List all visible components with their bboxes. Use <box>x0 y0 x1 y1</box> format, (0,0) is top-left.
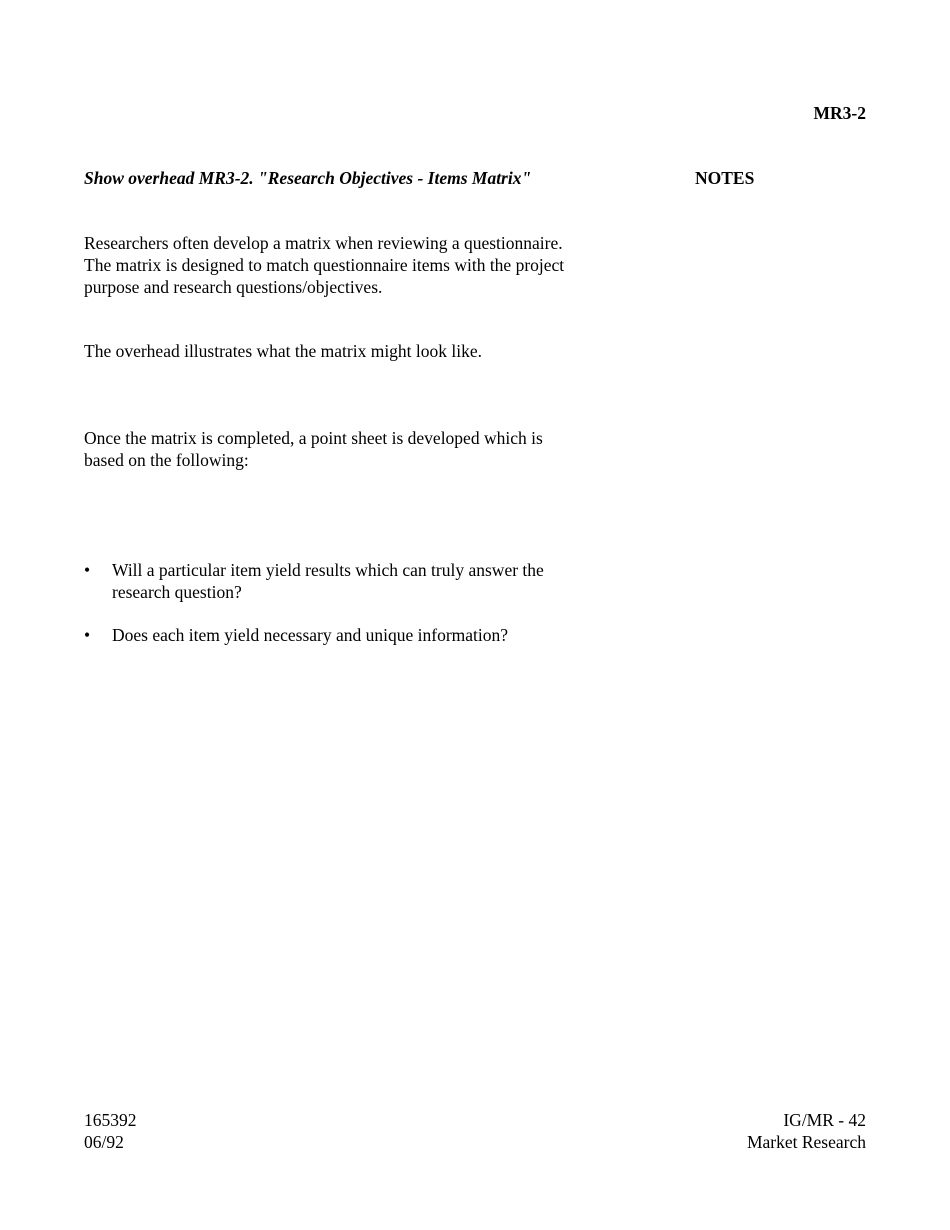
document-number: 165392 <box>84 1110 137 1130</box>
footer-right <box>747 1109 866 1153</box>
footer-left <box>84 1109 137 1153</box>
bullet-icon: • <box>84 560 91 580</box>
page-number: IG/MR - 42 <box>783 1110 866 1130</box>
document-date: 06/92 <box>84 1132 124 1152</box>
paragraph-overhead: The overhead illustrates what the matrix might look like. <box>84 341 483 361</box>
paragraph-point-sheet: Once the matrix is completed, a point sheet is developed which is based on the following: <box>84 428 543 470</box>
bullet-icon: • <box>84 625 91 645</box>
list-item <box>84 559 584 603</box>
page-code: MR3-2 <box>813 103 866 123</box>
section-heading: Show overhead MR3-2. "Research Objectives - Items Matrix" <box>84 168 532 188</box>
list-item-text: Does each item yield necessary and unique information? <box>112 625 509 645</box>
list-item <box>84 624 584 646</box>
section-name: Market Research <box>746 1132 866 1152</box>
paragraph-matrix-intro: Researchers often develop a matrix when reviewing a questionnaire. The matrix is designed to match questionnaire items with the project purpose and research questions/objectives. <box>84 233 565 297</box>
criteria-list <box>84 559 584 667</box>
list-item-text: Will a particular item yield results which can truly answer the research question? <box>112 560 544 602</box>
notes-label: NOTES <box>695 168 755 188</box>
